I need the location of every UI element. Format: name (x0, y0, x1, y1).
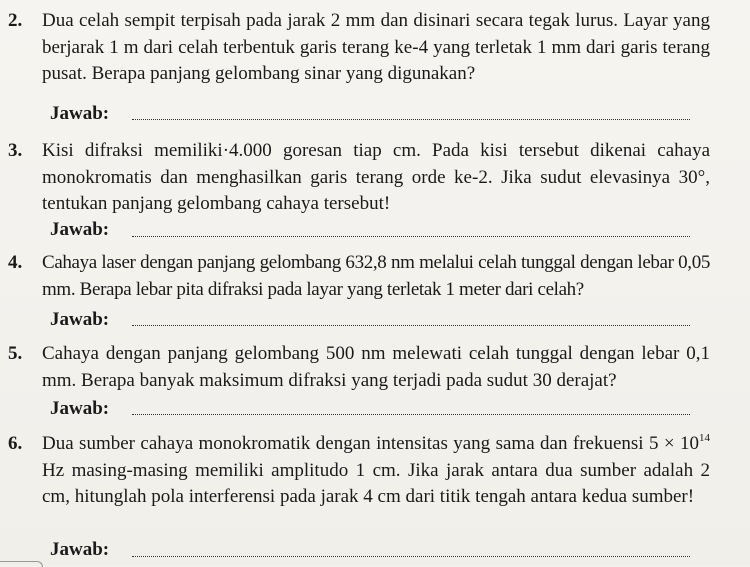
question-text-part2: Hz masing-masing memiliki amplitudo 1 cm. Jika jarak antara dua sumber adalah 2 cm, hitunglah pola interferensi pada jarak 4 cm dari titik tengah antara kedua sumber! (42, 459, 710, 507)
answer-label: Jawab: (50, 309, 110, 330)
answer-line[interactable] (132, 556, 690, 557)
answer-label: Jawab: (50, 103, 110, 124)
answer-line[interactable] (132, 236, 690, 237)
question-text-content: Cahaya laser dengan panjang gelombang 632,8 nm melalui celah tunggal dengan lebar 0,05 mm. Berapa lebar pita difraksi pada layar yang terletak 1 meter dari celah? (42, 252, 710, 300)
answer-label: Jawab: (50, 539, 110, 560)
frequency-exponent: 14 (699, 431, 710, 444)
question-text (42, 431, 710, 511)
question-text (42, 250, 710, 303)
question-text: Kisi difraksi memiliki·4.000 goresan tiap cm. Pada kisi tersebut dikenai cahaya monokromatis dan menghasilkan garis terang orde ke-2. Jika sudut elevasinya 30°, tentukan panjang gelombang cahaya tersebut! (42, 140, 710, 214)
page-edge-mark (0, 561, 43, 567)
question-number: 3. (8, 140, 23, 161)
question-text-part1: Dua sumber cahaya monokromatik dengan intensitas yang sama dan frekuensi 5 × 10 (42, 433, 699, 454)
answer-line[interactable] (132, 325, 690, 326)
answer-line[interactable] (132, 119, 690, 120)
question-number: 2. (8, 10, 23, 31)
question-number: 6. (8, 433, 23, 454)
question-number: 4. (8, 252, 23, 273)
answer-label: Jawab: (50, 398, 110, 419)
question-text: Cahaya dengan panjang gelombang 500 nm melewati celah tunggal dengan lebar 0,1 mm. Berapa banyak maksimum difraksi yang terjadi pada sudut 30 derajat? (42, 343, 710, 391)
answer-label: Jawab: (50, 219, 110, 240)
answer-line[interactable] (132, 414, 690, 415)
question-number: 5. (8, 343, 23, 364)
question-text: Dua celah sempit terpisah pada jarak 2 mm dan disinari secara tegak lurus. Layar yang berjarak 1 m dari celah terbentuk garis terang ke-4 yang terletak 1 mm dari garis terang pusat. Berapa panjang gelombang sinar yang digunakan? (42, 10, 710, 84)
